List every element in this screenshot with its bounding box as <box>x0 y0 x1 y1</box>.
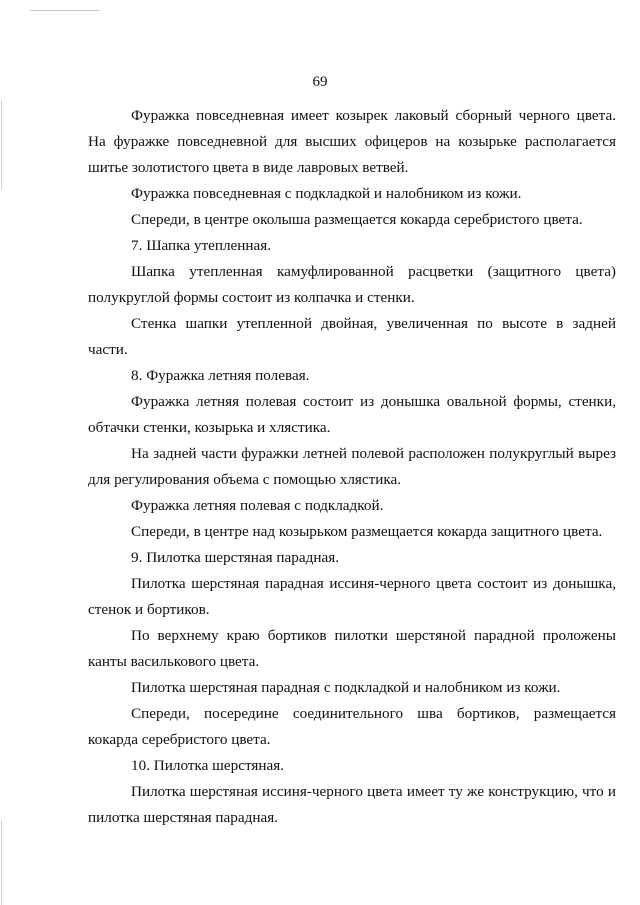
paragraph: На задней части фуражки летней полевой расположен полукруглый вырез для регулирования объема с помощью хлястика. <box>88 445 616 488</box>
section-heading: 10. Пилотка шерстяная. <box>131 757 285 774</box>
paragraph: Спереди, в центре над козырьком размещается кокарда защитного цвета. <box>131 523 603 540</box>
section-heading: 9. Пилотка шерстяная парадная. <box>131 549 340 566</box>
scan-artifact-left <box>1 100 2 190</box>
paragraph: Фуражка летняя полевая с подкладкой. <box>131 497 384 514</box>
paragraph: Фуражка повседневная имеет козырек лаковый сборный черного цвета. На фуражке повседневной для высших офицеров на козырьке располагается шитье золотистого цвета в виде лавровых ветвей. <box>88 107 616 176</box>
paragraph: Стенка шапки утепленной двойная, увеличенная по высоте в задней части. <box>88 315 616 358</box>
paragraph: По верхнему краю бортиков пилотки шерстяной парадной проложены канты василькового цвета. <box>88 627 616 670</box>
scan-artifact-top <box>30 10 100 11</box>
section-heading: 8. Фуражка летняя полевая. <box>131 367 310 384</box>
paragraph: Фуражка повседневная с подкладкой и налобником из кожи. <box>131 185 522 202</box>
paragraph: Спереди, посередине соединительного шва бортиков, размещается кокарда серебристого цвета. <box>88 705 616 748</box>
paragraph: Пилотка шерстяная иссиня-черного цвета имеет ту же конструкцию, что и пилотка шерстяная парадная. <box>88 783 616 826</box>
paragraph: Пилотка шерстяная парадная с подкладкой и налобником из кожи. <box>131 679 561 696</box>
document-body <box>88 103 616 831</box>
paragraph: Шапка утепленная камуфлированной расцветки (защитного цвета) полукруглой формы состоит из колпачка и стенки. <box>88 263 616 306</box>
paragraph: Фуражка летняя полевая состоит из донышка овальной формы, стенки, обтачки стенки, козырька и хлястика. <box>88 393 616 436</box>
paragraph: Спереди, в центре околыша размещается кокарда серебристого цвета. <box>131 211 583 228</box>
paragraph: Пилотка шерстяная парадная иссиня-черного цвета состоит из донышка, стенок и бортиков. <box>88 575 616 618</box>
section-heading: 7. Шапка утепленная. <box>131 237 272 254</box>
scan-artifact-left-lower <box>1 820 2 905</box>
page-number: 69 <box>312 74 328 90</box>
